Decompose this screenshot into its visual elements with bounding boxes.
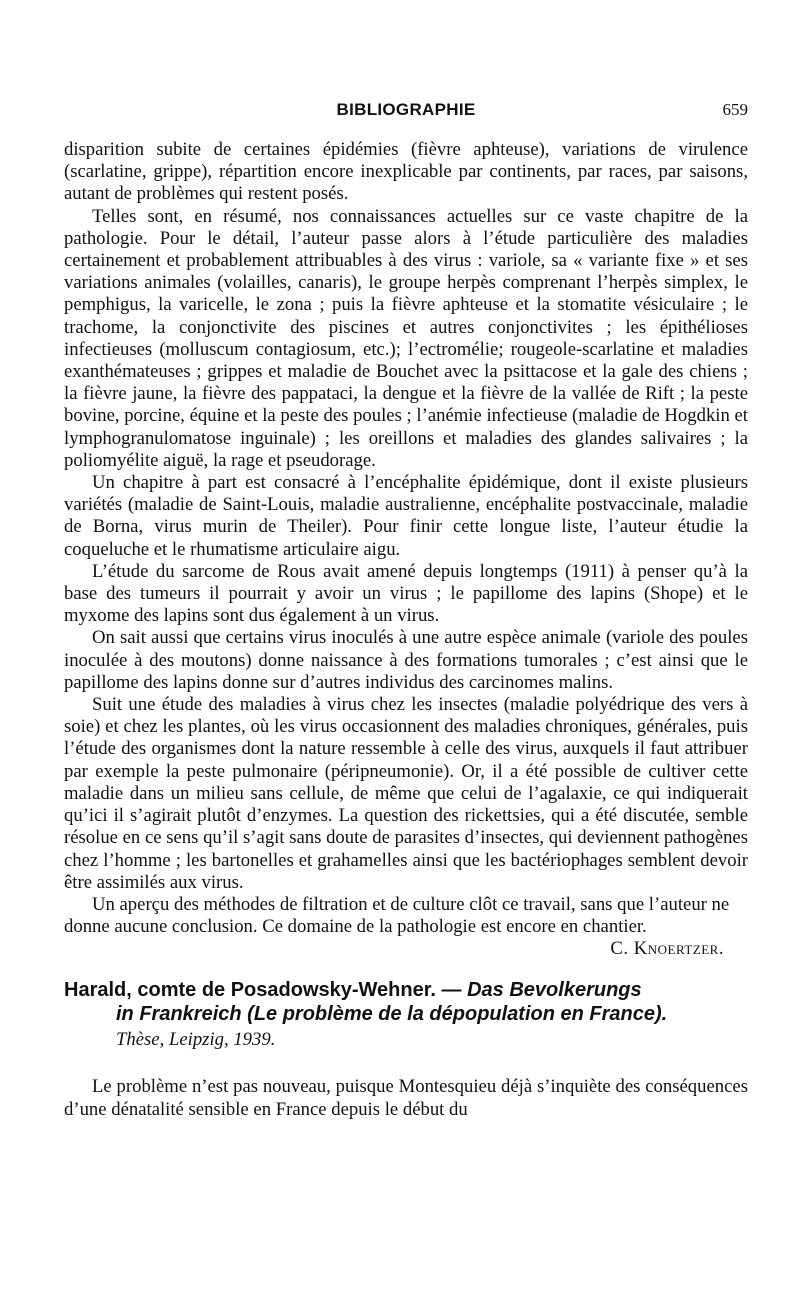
- closing-paragraph: [64, 893, 748, 960]
- book-title-part1: Das Bevolkerungs: [467, 979, 642, 1002]
- running-title: BIBLIOGRAPHIE: [336, 100, 476, 119]
- review-author: Harald, comte de Posadowsky-Wehner.: [64, 979, 436, 1002]
- paragraph: Telles sont, en résumé, nos connaissances actuelles sur ce vaste chapitre de la pathologie. Pour le détail, l’auteur passe alors à l’étude particulière des maladies certainement et probablement attribuables à des virus : variole, sa « variante fixe » et ses variations animales (volailles, canaris), le groupe herpès comprenant l’herpès simplex, le pemphigus, la varicelle, le zona ; puis la fièvre aphteuse et la stomatite vésiculaire ; le trachome, la conjonctivite des piscines et autres conjonctivites ; les épithélioses infectieuses (molluscum contagiosum, etc.); l’ectromélie; rougeole-scarlatine et maladies exanthémateuses ; grippes et maladie de Bouchet avec la psittacose et la gale des chiens ; la fièvre jaune, la fièvre des pappataci, la dengue et la fièvre de la vallée de Rift ; la peste bovine, porcine, équine et la peste des poules ; l’anémie infectieuse (maladie de Hogdkin et lymphogranulomatose inguinale) ; les oreillons et maladies des glandes salivaires ; la poliomyélite aiguë, la rage et pseudorage.: [64, 205, 748, 471]
- review-body: Le problème n’est pas nouveau, puisque Montesquieu déjà s’inquiète des conséquences d’une dénatalité sensible en France depuis le début du: [64, 1076, 748, 1120]
- heading-dash: —: [435, 979, 468, 1002]
- reviewer-signature: C. Knoertzer.: [610, 938, 724, 960]
- page-number: 659: [722, 100, 748, 119]
- paragraph: L’étude du sarcome de Rous avait amené depuis longtemps (1911) à penser qu’à la base des tumeurs il pourrait y avoir un virus ; le papillome des lapins (Shope) et le myxome des lapins sont dus également à un virus.: [64, 560, 748, 627]
- paragraph-continuation: disparition subite de certaines épidémies (fièvre aphteuse), variations de virulence (scarlatine, grippe), répartition encore inexplicable par continents, par races, par saisons, autant de problèmes qui restent posés.: [64, 139, 748, 205]
- review-heading: [64, 978, 748, 1052]
- publication-info: Thèse, Leipzig, 1939.: [116, 1029, 276, 1051]
- paragraph: Un chapitre à part est consacré à l’encéphalite épidémique, dont il existe plusieurs variétés (maladie de Saint-Louis, maladie australienne, encéphalite postvaccinale, maladie de Borna, virus murin de Theiler). Pour finir cette longue liste, l’auteur étudie la coqueluche et le rhumatisme articulaire aigu.: [64, 472, 748, 560]
- paragraph: Suit une étude des maladies à virus chez les insectes (maladie polyédrique des vers à soie) et chez les plantes, où les virus occasionnent des maladies chroniques, générales, puis l’étude des organismes dont la nature ressemble à celle des virus, auxquels il faut attribuer par exemple la peste pulmonaire (péripneumonie). Or, il a été possible de cultiver cette maladie dans un milieu sans cellule, de même que celui de l’agalaxie, ce qui indiquerait qu’ici il s’agirait plutôt d’enzymes. La question des rickettsies, qui a été discutée, semble résolue en ce sens qu’il s’agit sans doute de parasites d’insectes, qui deviennent pathogènes chez l’homme ; les bartonelles et grahamelles ainsi que les bactériophages semblent devoir être assimilés aux virus.: [64, 694, 748, 893]
- text-column: [64, 139, 748, 1121]
- page-header: [64, 100, 748, 126]
- book-title-part2: in Frankreich (Le problème de la dépopulation en France).: [116, 1003, 668, 1026]
- closing-text: Un aperçu des méthodes de filtration et de culture clôt ce travail, sans que l’auteur ne donne aucune conclusion. Ce domaine de la pathologie est encore en chantier.: [64, 893, 730, 938]
- paragraph: On sait aussi que certains virus inoculés à une autre espèce animale (variole des poules inoculée à des moutons) donne naissance à des formations tumorales ; c’est ainsi que le papillome des lapins donne sur d’autres individus des carcinomes malins.: [64, 627, 748, 693]
